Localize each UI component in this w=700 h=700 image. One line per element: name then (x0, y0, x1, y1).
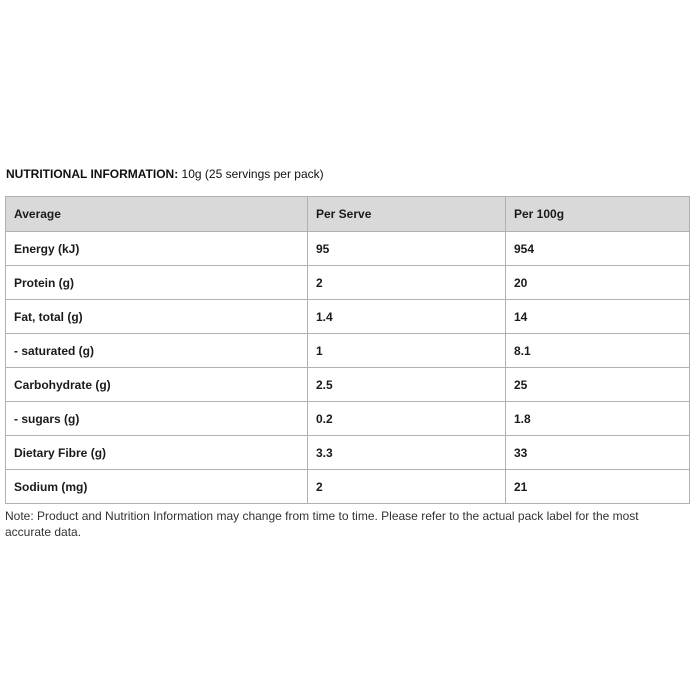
nutrition-heading (6, 166, 324, 182)
per-serve-value: 95 (308, 232, 506, 266)
nutrient-name: Energy (kJ) (6, 232, 308, 266)
per-100g-value: 21 (506, 470, 690, 504)
per-serve-value: 2 (308, 266, 506, 300)
column-header-per-100g: Per 100g (506, 197, 690, 232)
per-serve-value: 2.5 (308, 368, 506, 402)
table-header-row (6, 197, 690, 232)
per-100g-value: 14 (506, 300, 690, 334)
table-row (6, 232, 690, 266)
nutrient-name: Protein (g) (6, 266, 308, 300)
table-row (6, 368, 690, 402)
column-header-average: Average (6, 197, 308, 232)
per-serve-value: 2 (308, 470, 506, 504)
per-100g-value: 33 (506, 436, 690, 470)
heading-label: NUTRITIONAL INFORMATION: (6, 167, 179, 181)
nutrient-name: - saturated (g) (6, 334, 308, 368)
per-100g-value: 20 (506, 266, 690, 300)
nutrient-name: - sugars (g) (6, 402, 308, 436)
per-100g-value: 954 (506, 232, 690, 266)
nutrition-table (5, 196, 690, 504)
per-serve-value: 0.2 (308, 402, 506, 436)
per-100g-value: 1.8 (506, 402, 690, 436)
per-serve-value: 1 (308, 334, 506, 368)
heading-serving-size: 10g (25 servings per pack) (181, 167, 324, 181)
table-row (6, 334, 690, 368)
nutrient-name: Sodium (mg) (6, 470, 308, 504)
column-header-per-serve: Per Serve (308, 197, 506, 232)
table-row (6, 300, 690, 334)
per-serve-value: 3.3 (308, 436, 506, 470)
nutrient-name: Fat, total (g) (6, 300, 308, 334)
table-row (6, 470, 690, 504)
table-row (6, 266, 690, 300)
disclaimer-note: Note: Product and Nutrition Information may change from time to time. Please refer to the actual pack label for the most accurate data. (5, 509, 639, 539)
table-row (6, 402, 690, 436)
per-serve-value: 1.4 (308, 300, 506, 334)
per-100g-value: 25 (506, 368, 690, 402)
table-row (6, 436, 690, 470)
nutrient-name: Carbohydrate (g) (6, 368, 308, 402)
per-100g-value: 8.1 (506, 334, 690, 368)
nutrient-name: Dietary Fibre (g) (6, 436, 308, 470)
